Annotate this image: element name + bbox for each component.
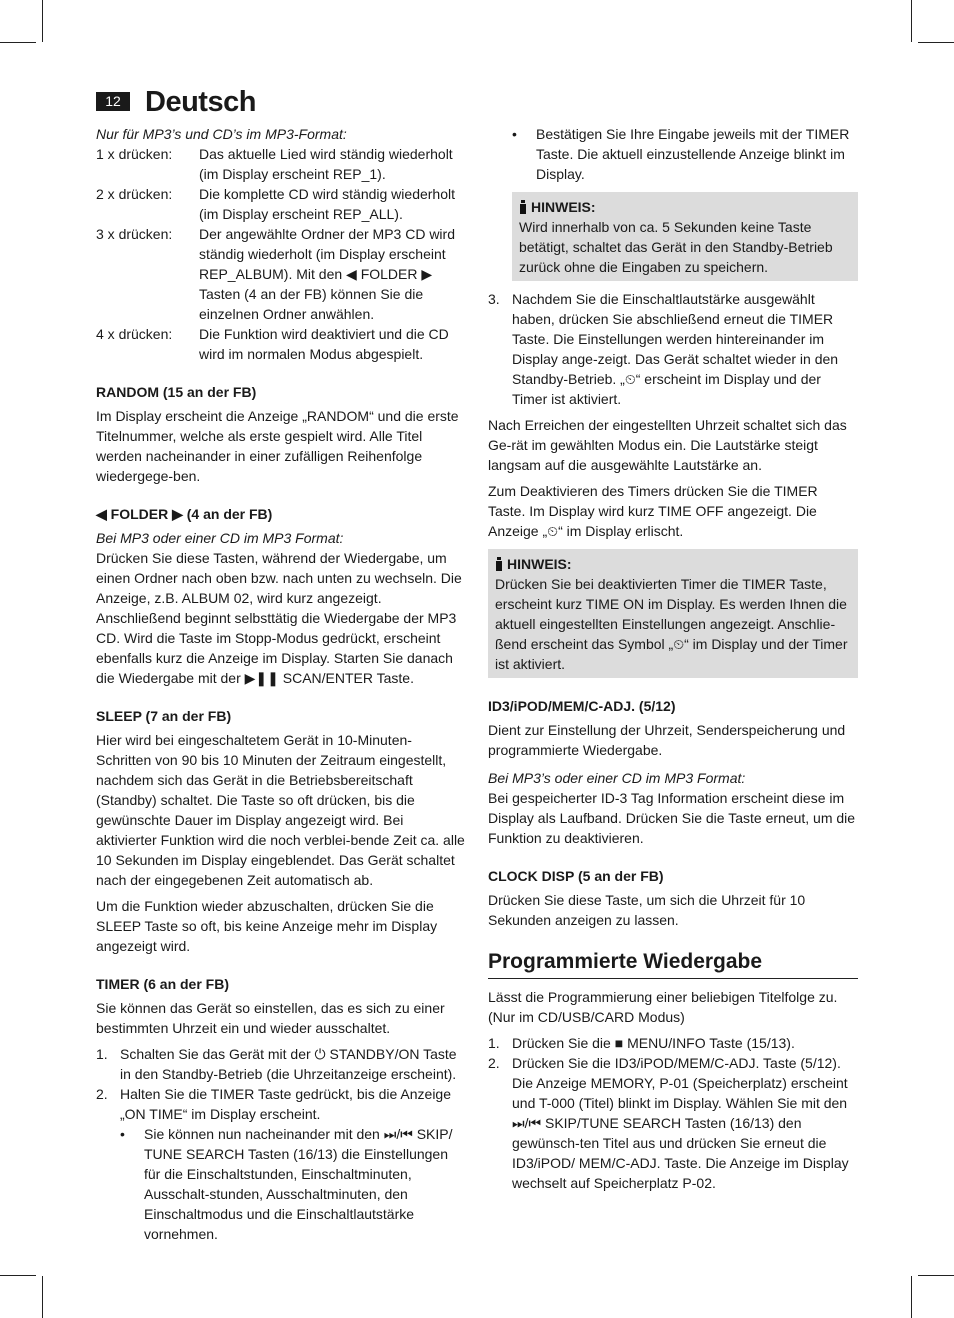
sleep-text: Hier wird bei eingeschaltetem Gerät in 10-Minuten-Schritten von 90 bis 10 Minuten der Zeitraum eingestellt, nachdem sich das Gerät in die Betriebsbereitschaft (Standby) schaltet. Die Taste so oft drücken, bis die gewünschte Dauer im Display angezeigt wird. Bei aktivierter Funktion wird die noch verblei-bende Zeit ca. alle 10 Sekunden im Display eingeblendet. Das Gerät schaltet nach der eingegebenen Zeit automatisch ab. <box>96 732 465 888</box>
confirm-bullet <box>488 124 858 184</box>
timer-heading: TIMER (6 an der FB) <box>96 976 230 992</box>
page-number: 12 <box>96 92 130 111</box>
folder-heading: ◀ FOLDER ▶ (4 an der FB) <box>96 506 273 522</box>
after-text: Nach Erreichen der eingestellten Uhrzeit schaltet sich das Ge-rät im gewählten Modus ein. Die Lautstärke steigt langsam auf die ausgewählte Lautstärke an. <box>488 417 847 473</box>
folder-text: Drücken Sie diese Tasten, während der Wiedergabe, um einen Ordner nach oben bzw. nach unten zu wechseln. Die Anzeige, z.B. ALBUM 02, wird kurz angezeigt. Anschließend beginnt selbsttätig die Wiedergabe der MP3 CD. Wird die Taste im Stopp-Modus gedrückt, erscheint ebenfalls kurz die Anzeige im Display. Starten Sie danach die Wiedergabe mit der ▶❚❚ SCAN/ENTER Taste. <box>96 550 462 686</box>
repeat-row <box>96 224 466 324</box>
folder-italic: Bei MP3 oder einer CD im MP3 Format: <box>96 530 344 546</box>
timer-step <box>488 289 858 409</box>
note-heading <box>519 197 851 217</box>
bullet-text: Bestätigen Sie Ihre Eingabe jeweils mit der TIMER Taste. Die aktuell einzustellende Anzeige blinkt im Display. <box>536 126 850 182</box>
sleep-heading: SLEEP (7 an der FB) <box>96 708 232 724</box>
repeat-row <box>96 144 466 184</box>
crop-mark <box>911 0 912 42</box>
step-number: 2. <box>488 1055 500 1071</box>
bullet-dot: • <box>120 1126 125 1142</box>
repeat-value: Das aktuelle Lied wird ständig wiederholt (im Display erscheint REP_1). <box>199 146 453 182</box>
note-text: Wird innerhalb von ca. 5 Sekunden keine Taste betätigt, schaltet das Gerät in den Standby-Betrieb zurück ohne die Eingaben zu speichern. <box>519 219 833 275</box>
page-title: Deutsch <box>145 86 256 118</box>
crop-mark <box>918 1275 954 1276</box>
repeat-value: Die komplette CD wird ständig wiederholt (im Display erscheint REP_ALL). <box>199 186 455 222</box>
sleep-text-2: Um die Funktion wieder abzuschalten, drücken Sie die SLEEP Taste so oft, bis keine Anzeige mehr im Display angezeigt wird. <box>96 898 438 954</box>
crop-mark <box>0 1275 36 1276</box>
step-text: Schalten Sie das Gerät mit der ⏻ STANDBY/ON Taste in den Standby-Betrieb (die Uhrzeitanzeige erscheint). <box>120 1046 457 1082</box>
repeat-table <box>96 144 466 364</box>
timer-text: Sie können das Gerät so einstellen, das es sich zu einer bestimmten Uhrzeit ein und wieder ausschaltet. <box>96 1000 445 1036</box>
crop-mark <box>42 1276 43 1318</box>
repeat-value: Der angewählte Ordner der MP3 CD wird ständig wiederholt (im Display erscheint REP_ALBUM). Mit den ◀ FOLDER ▶ Tasten (4 an der FB) können Sie die einzelnen Ordner anwählen. <box>199 226 455 322</box>
repeat-row <box>96 324 466 364</box>
id3-text-2: Bei gespeicherter ID-3 Tag Information erscheint diese im Display als Laufband. Drücken Sie die Taste erneut, um die Funktion zu deaktivieren. <box>488 790 856 846</box>
timer-step <box>96 1044 466 1084</box>
clock-heading: CLOCK DISP (5 an der FB) <box>488 868 664 884</box>
section-heading: Programmierte Wiedergabe <box>488 948 858 979</box>
crop-mark <box>42 0 43 42</box>
repeat-key: 1 x drücken: <box>96 146 173 162</box>
note-box <box>488 549 858 678</box>
info-icon <box>519 200 527 214</box>
left-column <box>96 124 466 1244</box>
prog-text: Lässt die Programmierung einer beliebigen Titelfolge zu. (Nur im CD/USB/CARD Modus) <box>488 989 838 1025</box>
timer-step <box>96 1084 466 1124</box>
step-text: Drücken Sie die ■ MENU/INFO Taste (15/13). <box>512 1035 795 1051</box>
timer-bullet <box>96 1124 466 1244</box>
step-text: Halten Sie die TIMER Taste gedrückt, bis die Anzeige „ON TIME“ im Display erscheint. <box>120 1086 451 1122</box>
crop-mark <box>0 42 36 43</box>
note-title: HINWEIS: <box>531 199 596 215</box>
note-heading <box>495 554 851 574</box>
id3-text: Dient zur Einstellung der Uhrzeit, Senderspeicherung und programmierte Wiedergabe. <box>488 722 846 758</box>
step-number: 1. <box>96 1046 108 1062</box>
bullet-dot: • <box>512 126 517 142</box>
random-heading: RANDOM (15 an der FB) <box>96 384 257 400</box>
clock-text: Drücken Sie diese Taste, um sich die Uhrzeit für 10 Sekunden anzeigen zu lassen. <box>488 892 806 928</box>
crop-mark <box>911 1276 912 1318</box>
repeat-key: 2 x drücken: <box>96 186 173 202</box>
repeat-key: 3 x drücken: <box>96 226 173 242</box>
random-text: Im Display erscheint die Anzeige „RANDOM“ und die erste Titelnummer, welche als erste gespielt wird. Alle Titel werden nacheinander in einer zufälligen Reihenfolge wiedergege-ben. <box>96 408 459 484</box>
bullet-text: Sie können nun nacheinander mit den ⏭/⏮ SKIP/ TUNE SEARCH Tasten (16/13) die Einstellungen für die Einschaltstunden, Einschaltminuten, Ausschalt-stunden, Ausschaltminuten, den Einschaltmodus und die Einschaltlautstärke vornehmen. <box>144 1126 453 1242</box>
prog-step <box>488 1033 858 1053</box>
intro-italic: Nur für MP3’s und CD’s im MP3-Format: <box>96 126 347 142</box>
repeat-key: 4 x drücken: <box>96 326 173 342</box>
deactivate-text: Zum Deaktivieren des Timers drücken Sie die TIMER Taste. Im Display wird kurz TIME OFF angezeigt. Die Anzeige „⏲“ im Display erlischt. <box>488 483 818 539</box>
info-icon <box>495 557 503 571</box>
note-title: HINWEIS: <box>507 556 572 572</box>
step-text: Nachdem Sie die Einschaltlautstärke ausgewählt haben, drücken Sie abschließend erneut die TIMER Taste. Die Einstellungen werden hintereinander im Display ange-zeigt. Das Gerät schaltet wieder in den Standby-Betrieb. „⏲“ erscheint im Display und der Timer ist aktiviert. <box>512 291 839 407</box>
id3-heading: ID3/iPOD/MEM/C-ADJ. (5/12) <box>488 698 676 714</box>
repeat-value: Die Funktion wird deaktiviert und die CD wird im normalen Modus abgespielt. <box>199 326 449 362</box>
right-column <box>488 124 858 1193</box>
step-text: Drücken Sie die ID3/iPOD/MEM/C-ADJ. Taste (5/12). Die Anzeige MEMORY, P-01 (Speicherplatz) erscheint und T-000 (Titel) blinkt im Display. Wählen Sie mit den ⏭/⏮ SKIP/TUNE SEARCH Tasten (16/13) den gewünsch-ten Titel aus und drücken Sie erneut die ID3/iPOD/ MEM/C-ADJ. Taste. Die Anzeige im Display wechselt auf Speicherplatz P-02. <box>512 1055 849 1191</box>
crop-mark <box>918 42 954 43</box>
step-number: 3. <box>488 291 500 307</box>
prog-step <box>488 1053 858 1193</box>
step-number: 1. <box>488 1035 500 1051</box>
note-text: Drücken Sie bei deaktivierten Timer die TIMER Taste, erscheint kurz TIME ON im Display. Es werden Ihnen die aktuell eingestellten Einstellungen angezeigt. Anschlie-ßend erscheint das Symbol „⏲“ im Display und der Timer ist aktiviert. <box>495 576 848 672</box>
step-number: 2. <box>96 1086 108 1102</box>
id3-italic: Bei MP3’s oder einer CD im MP3 Format: <box>488 770 746 786</box>
repeat-row <box>96 184 466 224</box>
note-box <box>512 192 858 281</box>
